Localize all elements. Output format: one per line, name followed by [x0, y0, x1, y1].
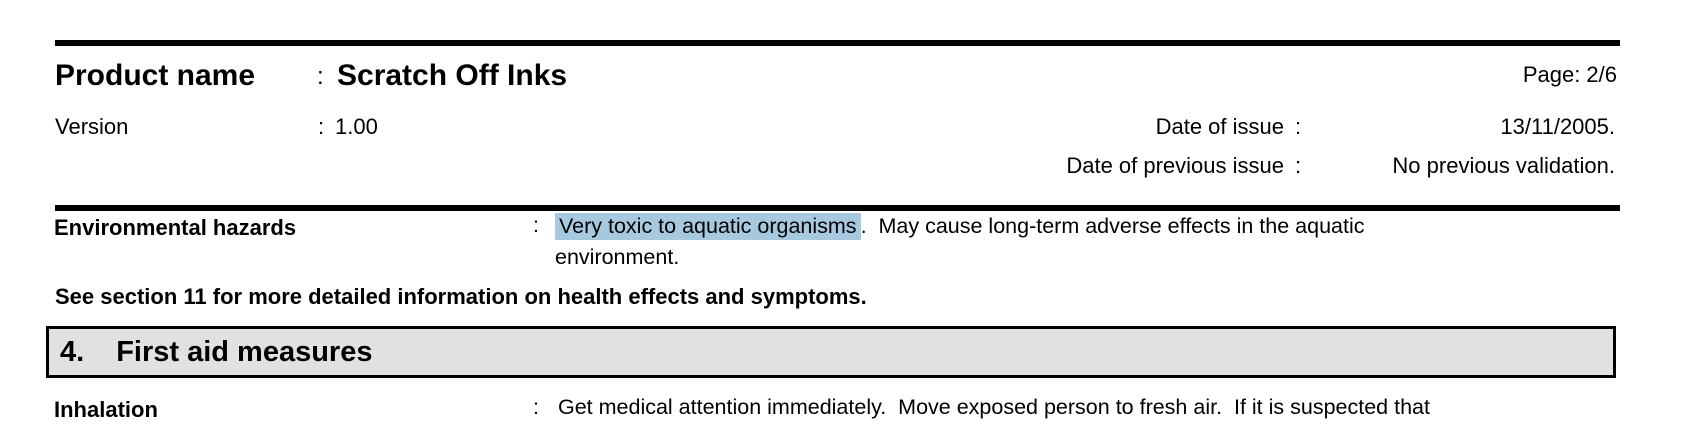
inhalation-colon: :	[533, 395, 539, 419]
date-of-issue-colon: :	[1295, 114, 1302, 139]
version-label: Version	[55, 114, 129, 139]
date-of-issue-value: 13/11/2005.	[1500, 114, 1615, 139]
previous-issue-colon: :	[1295, 153, 1302, 178]
header-top-rule	[55, 40, 1620, 46]
section-4-title: First aid measures	[116, 335, 373, 368]
section-4-number: 4.	[60, 335, 85, 368]
previous-issue-label: Date of previous issue	[1066, 153, 1284, 178]
section-4-header	[46, 326, 1616, 378]
highlighted-text: Very toxic to aquatic organisms	[555, 213, 861, 240]
date-of-issue-label: Date of issue	[1155, 114, 1284, 139]
hazards-text-line1: . May cause long-term adverse effects in the aquatic	[860, 214, 1365, 238]
version-value: 1.00	[335, 114, 378, 139]
inhalation-label: Inhalation	[54, 397, 158, 422]
see-section-note: See section 11 for more detailed information on health effects and symptoms.	[55, 284, 867, 309]
environmental-hazards-label: Environmental hazards	[54, 215, 297, 240]
previous-issue-value: No previous validation.	[1392, 153, 1615, 178]
product-name-colon: :	[317, 63, 324, 90]
page-indicator: Page: 2/6	[1522, 62, 1617, 87]
product-name-label: Product name	[55, 59, 256, 92]
version-colon: :	[318, 114, 325, 139]
product-name-value: Scratch Off Inks	[337, 59, 568, 92]
hazards-text-line2: environment.	[555, 245, 680, 269]
inhalation-text: Get medical attention immediately. Move exposed person to fresh air. If it is suspected that	[558, 395, 1430, 419]
environmental-hazards-colon: :	[533, 213, 539, 237]
environmental-hazards-value	[555, 211, 1545, 273]
